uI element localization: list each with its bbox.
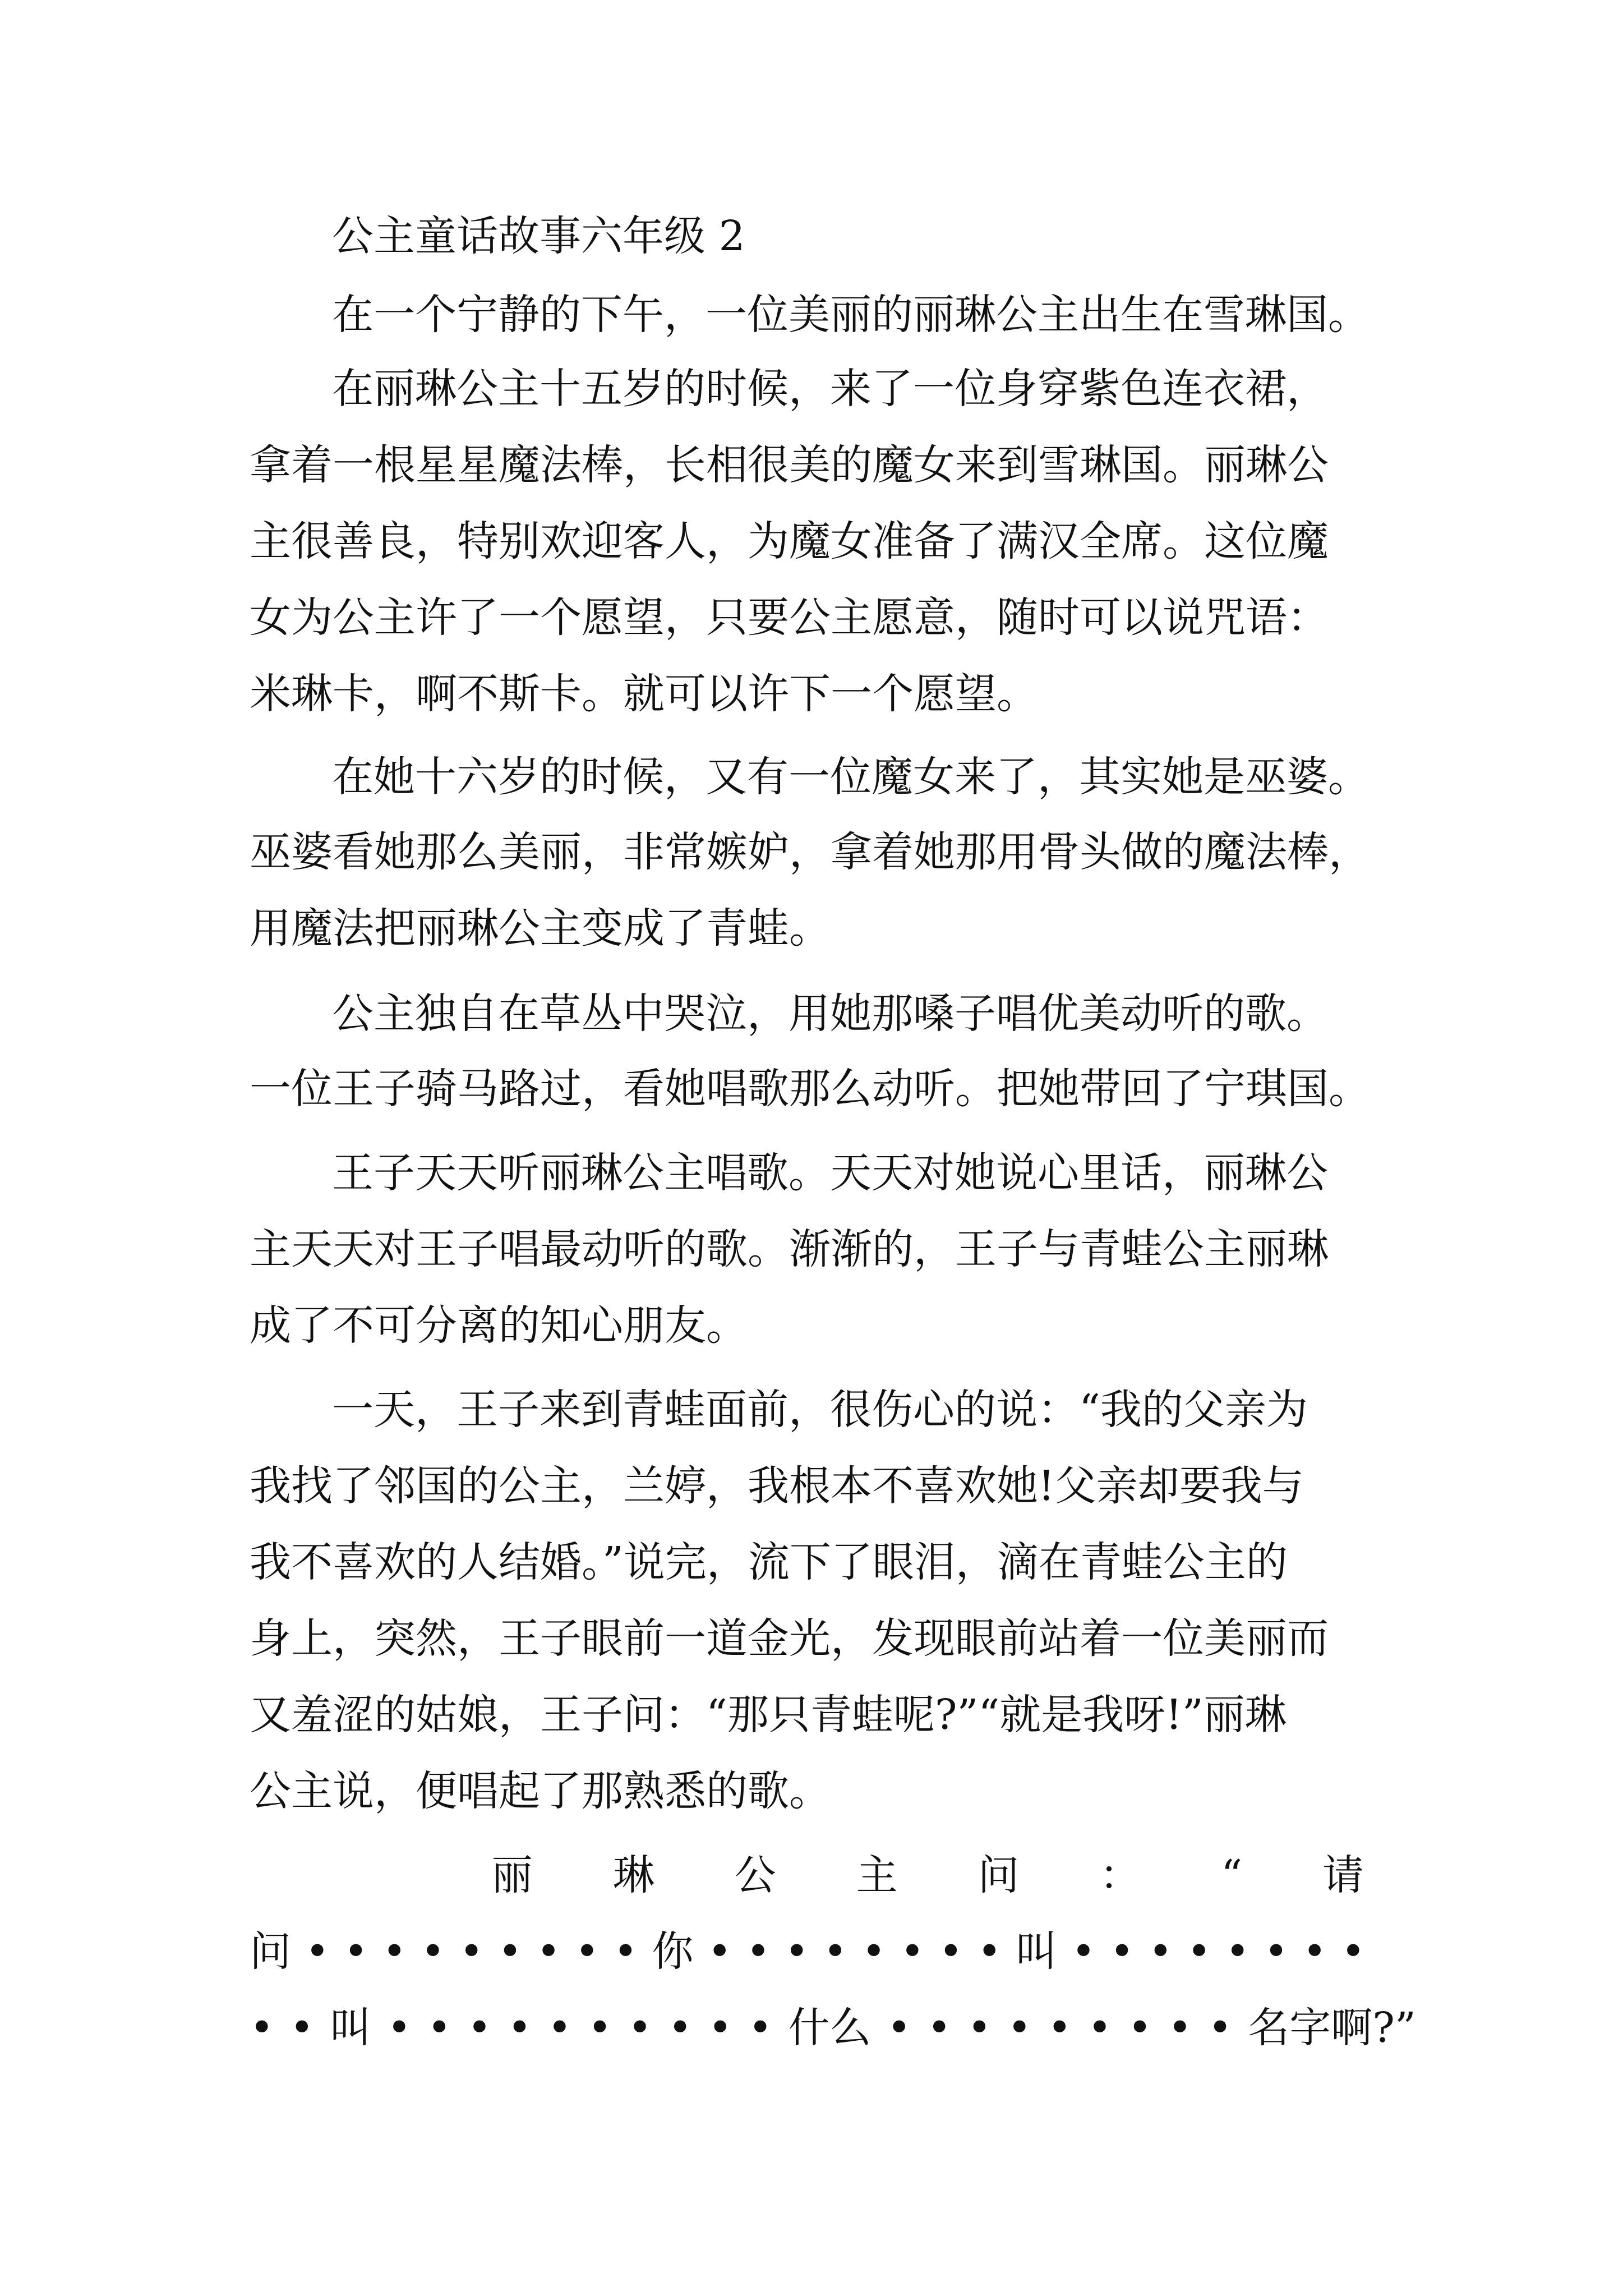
paragraph-line: 女为公主许了一个愿望，只要公主愿意，随时可以说咒语： <box>250 593 1329 642</box>
spaced-char: ： <box>1099 1851 1141 1899</box>
paragraph-line: 主天天对王子唱最动听的歌。渐渐的，王子与青蛙公主丽琳 <box>250 1225 1329 1273</box>
spaced-char: • <box>1341 1927 1366 1976</box>
spaced-char: • <box>900 1927 925 1976</box>
spaced-char: 叫 <box>330 2004 372 2052</box>
spaced-char: 丽 <box>491 1851 533 1899</box>
paragraph-line: 成了不可分离的知心朋友。 <box>250 1301 748 1350</box>
paragraph-line: 身上，突然，王子眼前一道金光，发现眼前站着一位美丽而 <box>250 1614 1329 1663</box>
spaced-char: 琳 <box>612 1851 654 1899</box>
spaced-char: • <box>547 2004 572 2052</box>
spaced-char: “ <box>1221 1851 1243 1899</box>
spaced-char: • <box>887 2004 911 2052</box>
spaced-char: • <box>343 1927 368 1976</box>
spaced-char: 你 <box>652 1927 694 1976</box>
spaced-char: 请 <box>1322 1851 1364 1899</box>
spaced-line <box>250 1921 1366 1982</box>
document-title: 公主童话故事六年级 2 <box>332 212 745 260</box>
spaced-char: • <box>967 2004 992 2052</box>
spaced-char: • <box>823 1927 848 1976</box>
spaced-line <box>250 1997 1416 2059</box>
paragraph-line: 我找了邻国的公主，兰婷，我根本不喜欢她!父亲却要我与 <box>250 1462 1304 1510</box>
spaced-char: • <box>628 2004 652 2052</box>
spaced-char: • <box>1087 2004 1112 2052</box>
spaced-char: • <box>536 1927 561 1976</box>
spaced-char: • <box>1047 2004 1072 2052</box>
paragraph-line: 巫婆看她那么美丽，非常嫉妒，拿着她那用骨头做的魔法棒， <box>250 828 1370 876</box>
spaced-char: • <box>1225 1927 1250 1976</box>
spaced-char: • <box>1264 1927 1289 1976</box>
spaced-char: • <box>667 2004 693 2052</box>
spaced-char: • <box>746 1927 771 1976</box>
paragraph-line: 在丽琳公主十五岁的时候，来了一位身穿紫色连衣裙， <box>332 365 1328 413</box>
paragraph-line: 一天，王子来到青蛙面前，很伤心的说：“我的父亲为 <box>332 1386 1308 1434</box>
spaced-char: • <box>613 1927 638 1976</box>
spaced-char: 叫 <box>1016 1927 1058 1976</box>
spaced-char: • <box>977 1927 1002 1976</box>
spaced-char: • <box>427 2004 452 2052</box>
spaced-char: • <box>1302 1927 1327 1976</box>
spaced-char: • <box>1109 1927 1135 1976</box>
paragraph-line: 在一个宁静的下午，一位美丽的丽琳公主出生在雪琳国。 <box>332 291 1370 339</box>
spaced-char: 公 <box>734 1851 776 1899</box>
paragraph-line: 又羞涩的姑娘，王子问：“那只青蛙呢?”“就是我呀!”丽琳 <box>250 1691 1287 1739</box>
paragraph-line: 一位王子骑马路过，看她唱歌那么动听。把她带回了宁琪国。 <box>250 1065 1370 1113</box>
spaced-char: • <box>1071 1927 1096 1976</box>
paragraph-line: 米琳卡，啊不斯卡。就可以许下一个愿望。 <box>250 670 1038 718</box>
spaced-line <box>491 1844 1364 1906</box>
spaced-char: 主 <box>856 1851 898 1899</box>
paragraph-line: 拿着一根星星魔法棒，长相很美的魔女来到雪琳国。丽琳公 <box>250 441 1329 489</box>
spaced-char: • <box>1187 1927 1211 1976</box>
spaced-char: • <box>386 2004 412 2052</box>
spaced-char: • <box>382 1927 407 1976</box>
paragraph-line: 公主说，便唱起了那熟悉的歌。 <box>250 1767 831 1815</box>
paragraph-line: 我不喜欢的人结婚。”说完，流下了眼泪，滴在青蛙公主的 <box>250 1538 1288 1586</box>
spaced-char: • <box>707 1927 732 1976</box>
spaced-char: • <box>305 1927 330 1976</box>
spaced-char: 问 <box>250 1927 291 1976</box>
spaced-char: • <box>748 2004 773 2052</box>
spaced-char: • <box>1148 1927 1173 1976</box>
spaced-char: • <box>497 1927 523 1976</box>
spaced-char: 名字啊?” <box>1248 2004 1416 2052</box>
spaced-char: • <box>926 2004 952 2052</box>
spaced-char: • <box>1007 2004 1032 2052</box>
spaced-char: • <box>250 2004 274 2052</box>
spaced-char: • <box>467 2004 492 2052</box>
spaced-char: • <box>587 2004 612 2052</box>
spaced-char: • <box>1207 2004 1233 2052</box>
paragraph-line: 王子天天听丽琳公主唱歌。天天对她说心里话，丽琳公 <box>332 1149 1328 1197</box>
spaced-char: • <box>861 1927 886 1976</box>
spaced-char: • <box>289 2004 315 2052</box>
spaced-char: • <box>1127 2004 1152 2052</box>
spaced-char: • <box>574 1927 600 1976</box>
paragraph-line: 公主独自在草丛中哭泣，用她那嗓子唱优美动听的歌。 <box>332 990 1328 1038</box>
paragraph-line: 用魔法把丽琳公主变成了青蛙。 <box>250 904 831 953</box>
spaced-char: • <box>708 2004 733 2052</box>
paragraph-line: 在她十六岁的时候，又有一位魔女来了，其实她是巫婆。 <box>332 753 1370 801</box>
spaced-char: • <box>507 2004 532 2052</box>
spaced-char: • <box>784 1927 809 1976</box>
spaced-char: 问 <box>978 1851 1020 1899</box>
paragraph-line: 主很善良，特别欢迎客人，为魔女准备了满汉全席。这位魔 <box>250 517 1329 565</box>
spaced-char: • <box>459 1927 484 1976</box>
spaced-char: • <box>938 1927 963 1976</box>
spaced-char: 什么 <box>788 2004 872 2052</box>
spaced-char: • <box>421 1927 445 1976</box>
spaced-char: • <box>1168 2004 1192 2052</box>
